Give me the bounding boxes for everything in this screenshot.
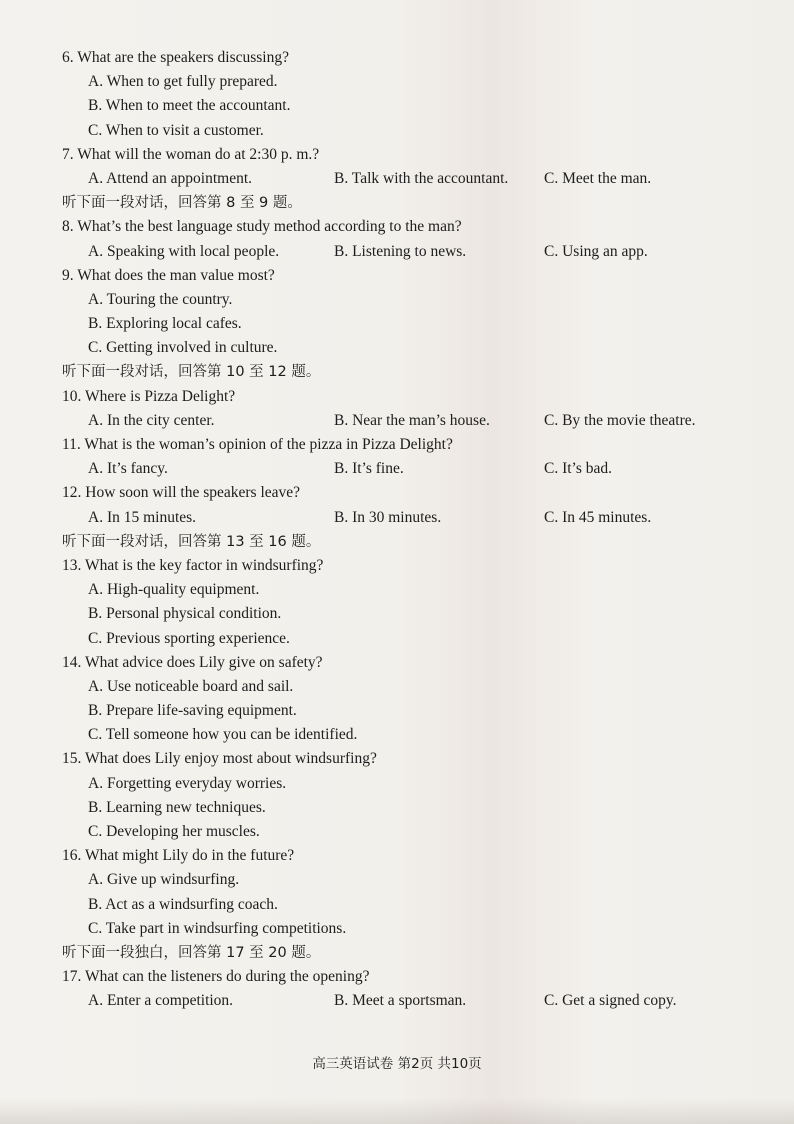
section-instruction: 听下面一段对话，回答第 13 至 16 题。 [62, 533, 321, 550]
question-stem: 10. Where is Pizza Delight? [62, 387, 236, 405]
option-choice: B. Personal physical condition. [88, 605, 282, 623]
scan-shadow [0, 1098, 794, 1124]
option-choice: C. Get a signed copy. [544, 992, 677, 1010]
question-stem: 8. What’s the best language study method according to the man? [62, 218, 462, 236]
option-choice: C. Getting involved in culture. [88, 339, 278, 357]
question-list [62, 46, 762, 1014]
option-choice: B. Meet a sportsman. [334, 992, 467, 1010]
option-choice: A. It’s fancy. [88, 460, 168, 478]
option-row [62, 409, 762, 433]
option-choice: B. It’s fine. [334, 460, 404, 478]
option-choice: B. Listening to news. [334, 242, 467, 260]
question-stem: 16. What might Lily do in the future? [62, 847, 295, 865]
option-choice: B. Talk with the accountant. [334, 169, 509, 187]
option-row [62, 457, 762, 481]
option-choice: B. Prepare life-saving equipment. [88, 702, 297, 720]
option-choice: C. Meet the man. [544, 169, 652, 187]
option-choice: B. Exploring local cafes. [88, 315, 242, 333]
option-choice: C. In 45 minutes. [544, 508, 652, 526]
option-choice: A. Attend an appointment. [88, 169, 253, 187]
question-stem: 17. What can the listeners do during the opening? [62, 968, 370, 986]
option-choice: B. Act as a windsurfing coach. [88, 895, 278, 913]
option-choice: C. When to visit a customer. [88, 121, 264, 139]
option-choice: B. When to meet the accountant. [88, 97, 291, 115]
question-stem: 13. What is the key factor in windsurfing? [62, 556, 324, 574]
question-stem: 6. What are the speakers discussing? [62, 49, 289, 66]
option-row [62, 240, 762, 264]
section-instruction: 听下面一段独白，回答第 17 至 20 题。 [62, 944, 321, 961]
option-choice: B. Learning new techniques. [88, 798, 266, 816]
option-choice: A. In the city center. [88, 411, 215, 429]
option-choice: A. When to get fully prepared. [88, 73, 278, 91]
question-stem: 11. What is the woman’s opinion of the pizza in Pizza Delight? [62, 436, 453, 453]
option-choice: A. Use noticeable board and sail. [88, 677, 294, 695]
option-row [62, 167, 762, 191]
question-stem: 12. How soon will the speakers leave? [62, 484, 301, 502]
option-row [62, 989, 762, 1013]
option-choice: C. By the movie theatre. [544, 411, 696, 429]
option-choice: A. Speaking with local people. [88, 242, 280, 260]
option-choice: C. It’s bad. [544, 460, 613, 478]
section-instruction: 听下面一段对话，回答第 8 至 9 题。 [62, 195, 302, 212]
question-stem: 15. What does Lily enjoy most about windsurfing? [62, 750, 377, 768]
option-choice: C. Using an app. [544, 242, 648, 260]
option-choice: B. Near the man’s house. [334, 411, 490, 429]
option-choice: A. Forgetting everyday worries. [88, 774, 287, 792]
option-choice: C. Take part in windsurfing competitions. [88, 919, 347, 937]
page-footer: 高三英语试卷 第2页 共10页 [312, 1056, 482, 1072]
option-choice: A. Touring the country. [88, 290, 233, 308]
question-stem: 7. What will the woman do at 2:30 p. m.? [62, 145, 320, 163]
option-choice: A. In 15 minutes. [88, 508, 197, 526]
option-choice: C. Tell someone how you can be identified. [88, 726, 358, 744]
option-row [62, 506, 762, 530]
question-stem: 14. What advice does Lily give on safety? [62, 653, 323, 671]
option-choice: C. Previous sporting experience. [88, 629, 290, 647]
option-choice: B. In 30 minutes. [334, 508, 442, 526]
section-instruction: 听下面一段对话，回答第 10 至 12 题。 [62, 364, 321, 381]
option-choice: A. Enter a competition. [88, 992, 234, 1010]
option-choice: A. High-quality equipment. [88, 581, 260, 599]
option-choice: A. Give up windsurfing. [88, 871, 240, 889]
question-stem: 9. What does the man value most? [62, 266, 275, 284]
option-choice: C. Developing her muscles. [88, 823, 260, 840]
